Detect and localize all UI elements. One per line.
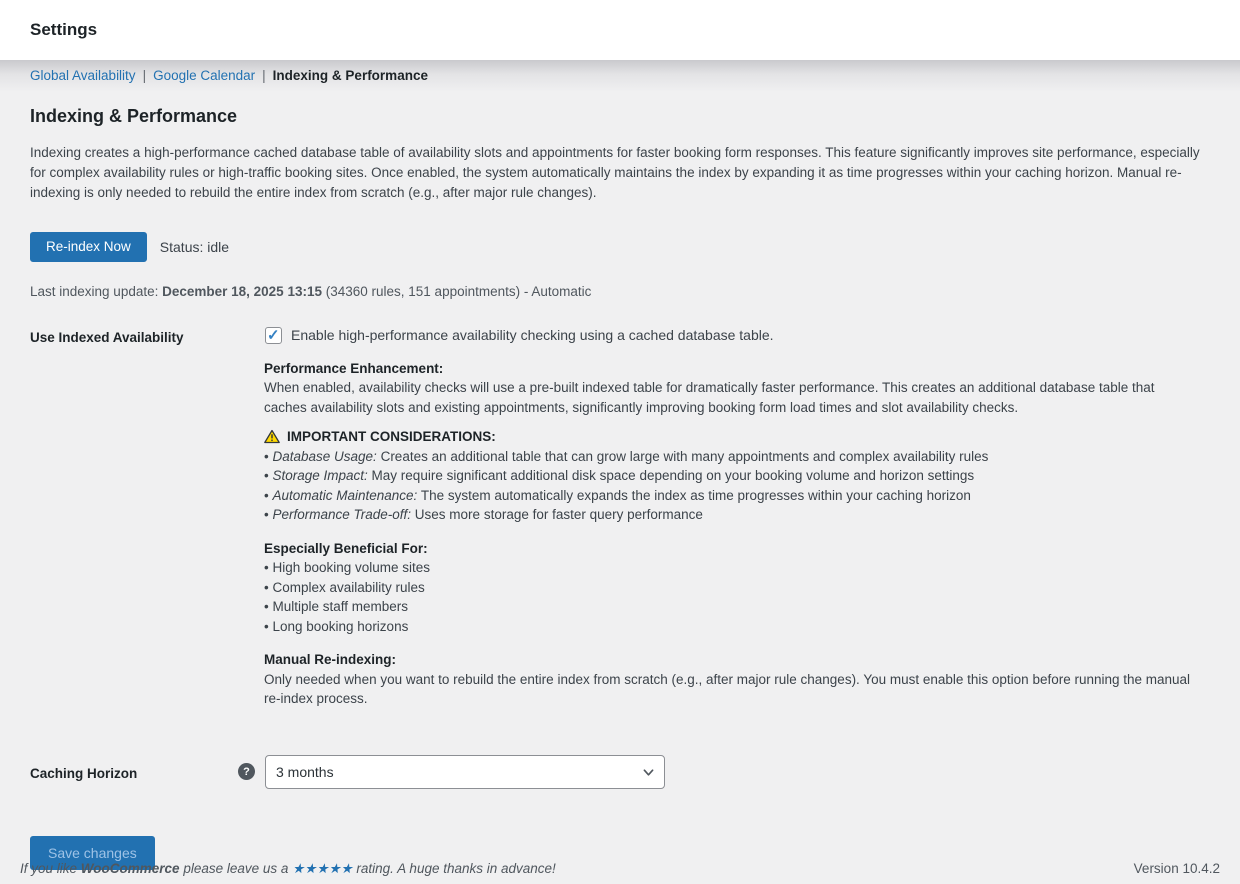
five-stars-rating-link[interactable]: ★★★★★ bbox=[292, 861, 353, 876]
footer-version: Version 10.4.2 bbox=[1133, 861, 1220, 876]
beneficial-item: • Complex availability rules bbox=[264, 579, 425, 595]
beneficial-item: • Multiple staff members bbox=[264, 599, 409, 614]
breadcrumb-separator: | bbox=[262, 68, 266, 83]
especially-beneficial-heading: Especially Beneficial For: bbox=[264, 540, 428, 556]
indexing-description-block bbox=[264, 359, 1194, 709]
page-header-title: Settings bbox=[30, 20, 98, 39]
breadcrumb-separator: | bbox=[142, 68, 147, 83]
intro-paragraph: Indexing creates a high-performance cached database table of availability slots and appointments for faster booking form responses. This feature significantly improves site performance, especially for complex availability rules or high-traffic booking sites. Once enabled, the system automatically maintains the index by expanding it as time progresses within your caching horizon. Manual re-indexing is only needed to rebuild the entire index from scratch (e.g., after major rule changes). bbox=[30, 145, 1200, 200]
performance-enhancement-heading: Performance Enhancement: bbox=[264, 360, 444, 376]
woocommerce-brand: WooCommerce bbox=[80, 861, 180, 876]
beneficial-list bbox=[264, 558, 1194, 636]
reindex-row bbox=[30, 232, 1210, 262]
beneficial-item: • Long booking horizons bbox=[264, 618, 409, 634]
manual-reindexing-text: Only needed when you want to rebuild the entire index from scratch (e.g., after major rule changes). You must enable this option before running the manual re-index process. bbox=[264, 671, 1191, 706]
save-changes-button[interactable]: Save changes bbox=[30, 836, 155, 870]
form-row-caching-horizon bbox=[30, 755, 1210, 789]
important-considerations-heading bbox=[264, 427, 1194, 447]
last-update-date: December 18, 2025 13:15 bbox=[162, 283, 322, 299]
warning-triangle-icon bbox=[264, 429, 280, 444]
reindex-now-button[interactable]: Re-index Now bbox=[30, 232, 147, 262]
consideration-item-automatic-maintenance: • Automatic Maintenance: The system automatically expands the index as time progresses within your caching horizon bbox=[264, 487, 971, 503]
caching-horizon-label: Caching Horizon bbox=[30, 765, 138, 781]
admin-header-bar bbox=[0, 0, 1240, 60]
last-update-suffix: (34360 rules, 151 appointments) - Automatic bbox=[321, 283, 592, 299]
admin-footer bbox=[0, 861, 1240, 877]
page-title: Indexing & Performance bbox=[30, 106, 238, 126]
breadcrumb-link-global-availability[interactable]: Global Availability bbox=[30, 68, 136, 83]
use-indexed-availability-checkbox[interactable] bbox=[265, 327, 282, 344]
breadcrumb bbox=[30, 60, 1210, 83]
reindex-status-text: Status: idle bbox=[159, 238, 230, 255]
consideration-item-storage-impact: • Storage Impact: May require significant additional disk space depending on your booking volume and horizon settings bbox=[264, 468, 975, 483]
use-indexed-availability-checkbox-label[interactable]: Enable high-performance availability checking using a cached database table. bbox=[291, 327, 774, 343]
important-considerations-heading-text: IMPORTANT CONSIDERATIONS: bbox=[287, 429, 496, 444]
last-update-prefix: Last indexing update: bbox=[30, 283, 163, 299]
last-indexing-update bbox=[30, 284, 1210, 299]
consideration-item-database-usage: • Database Usage: Creates an additional table that can grow large with many appointments and complex availability rules bbox=[264, 448, 989, 464]
beneficial-item: • High booking volume sites bbox=[264, 560, 431, 575]
caching-horizon-select[interactable] bbox=[265, 755, 665, 789]
settings-form bbox=[30, 327, 1210, 789]
footer-rating-text: If you like WooCommerce please leave us a ★★★★★ rating. A huge thanks in advance! bbox=[20, 861, 556, 876]
consideration-item-performance-tradeoff: • Performance Trade-off: Uses more storage for faster query performance bbox=[264, 507, 703, 522]
manual-reindexing-heading: Manual Re-indexing: bbox=[264, 652, 397, 667]
help-icon[interactable]: ? bbox=[238, 763, 255, 780]
use-indexed-availability-label: Use Indexed Availability bbox=[30, 329, 184, 345]
performance-enhancement-text: When enabled, availability checks will use a pre-built indexed table for dramatically faster performance. This creates an additional database table that caches availability slots and existing appointments, significantly improving booking form load times and slot availability checks. bbox=[264, 380, 1155, 415]
considerations-list bbox=[264, 447, 1194, 525]
breadcrumb-current-indexing-performance: Indexing & Performance bbox=[272, 68, 428, 83]
form-row-use-indexed-availability bbox=[30, 327, 1210, 709]
main-content bbox=[0, 60, 1240, 870]
breadcrumb-link-google-calendar[interactable]: Google Calendar bbox=[153, 68, 256, 83]
